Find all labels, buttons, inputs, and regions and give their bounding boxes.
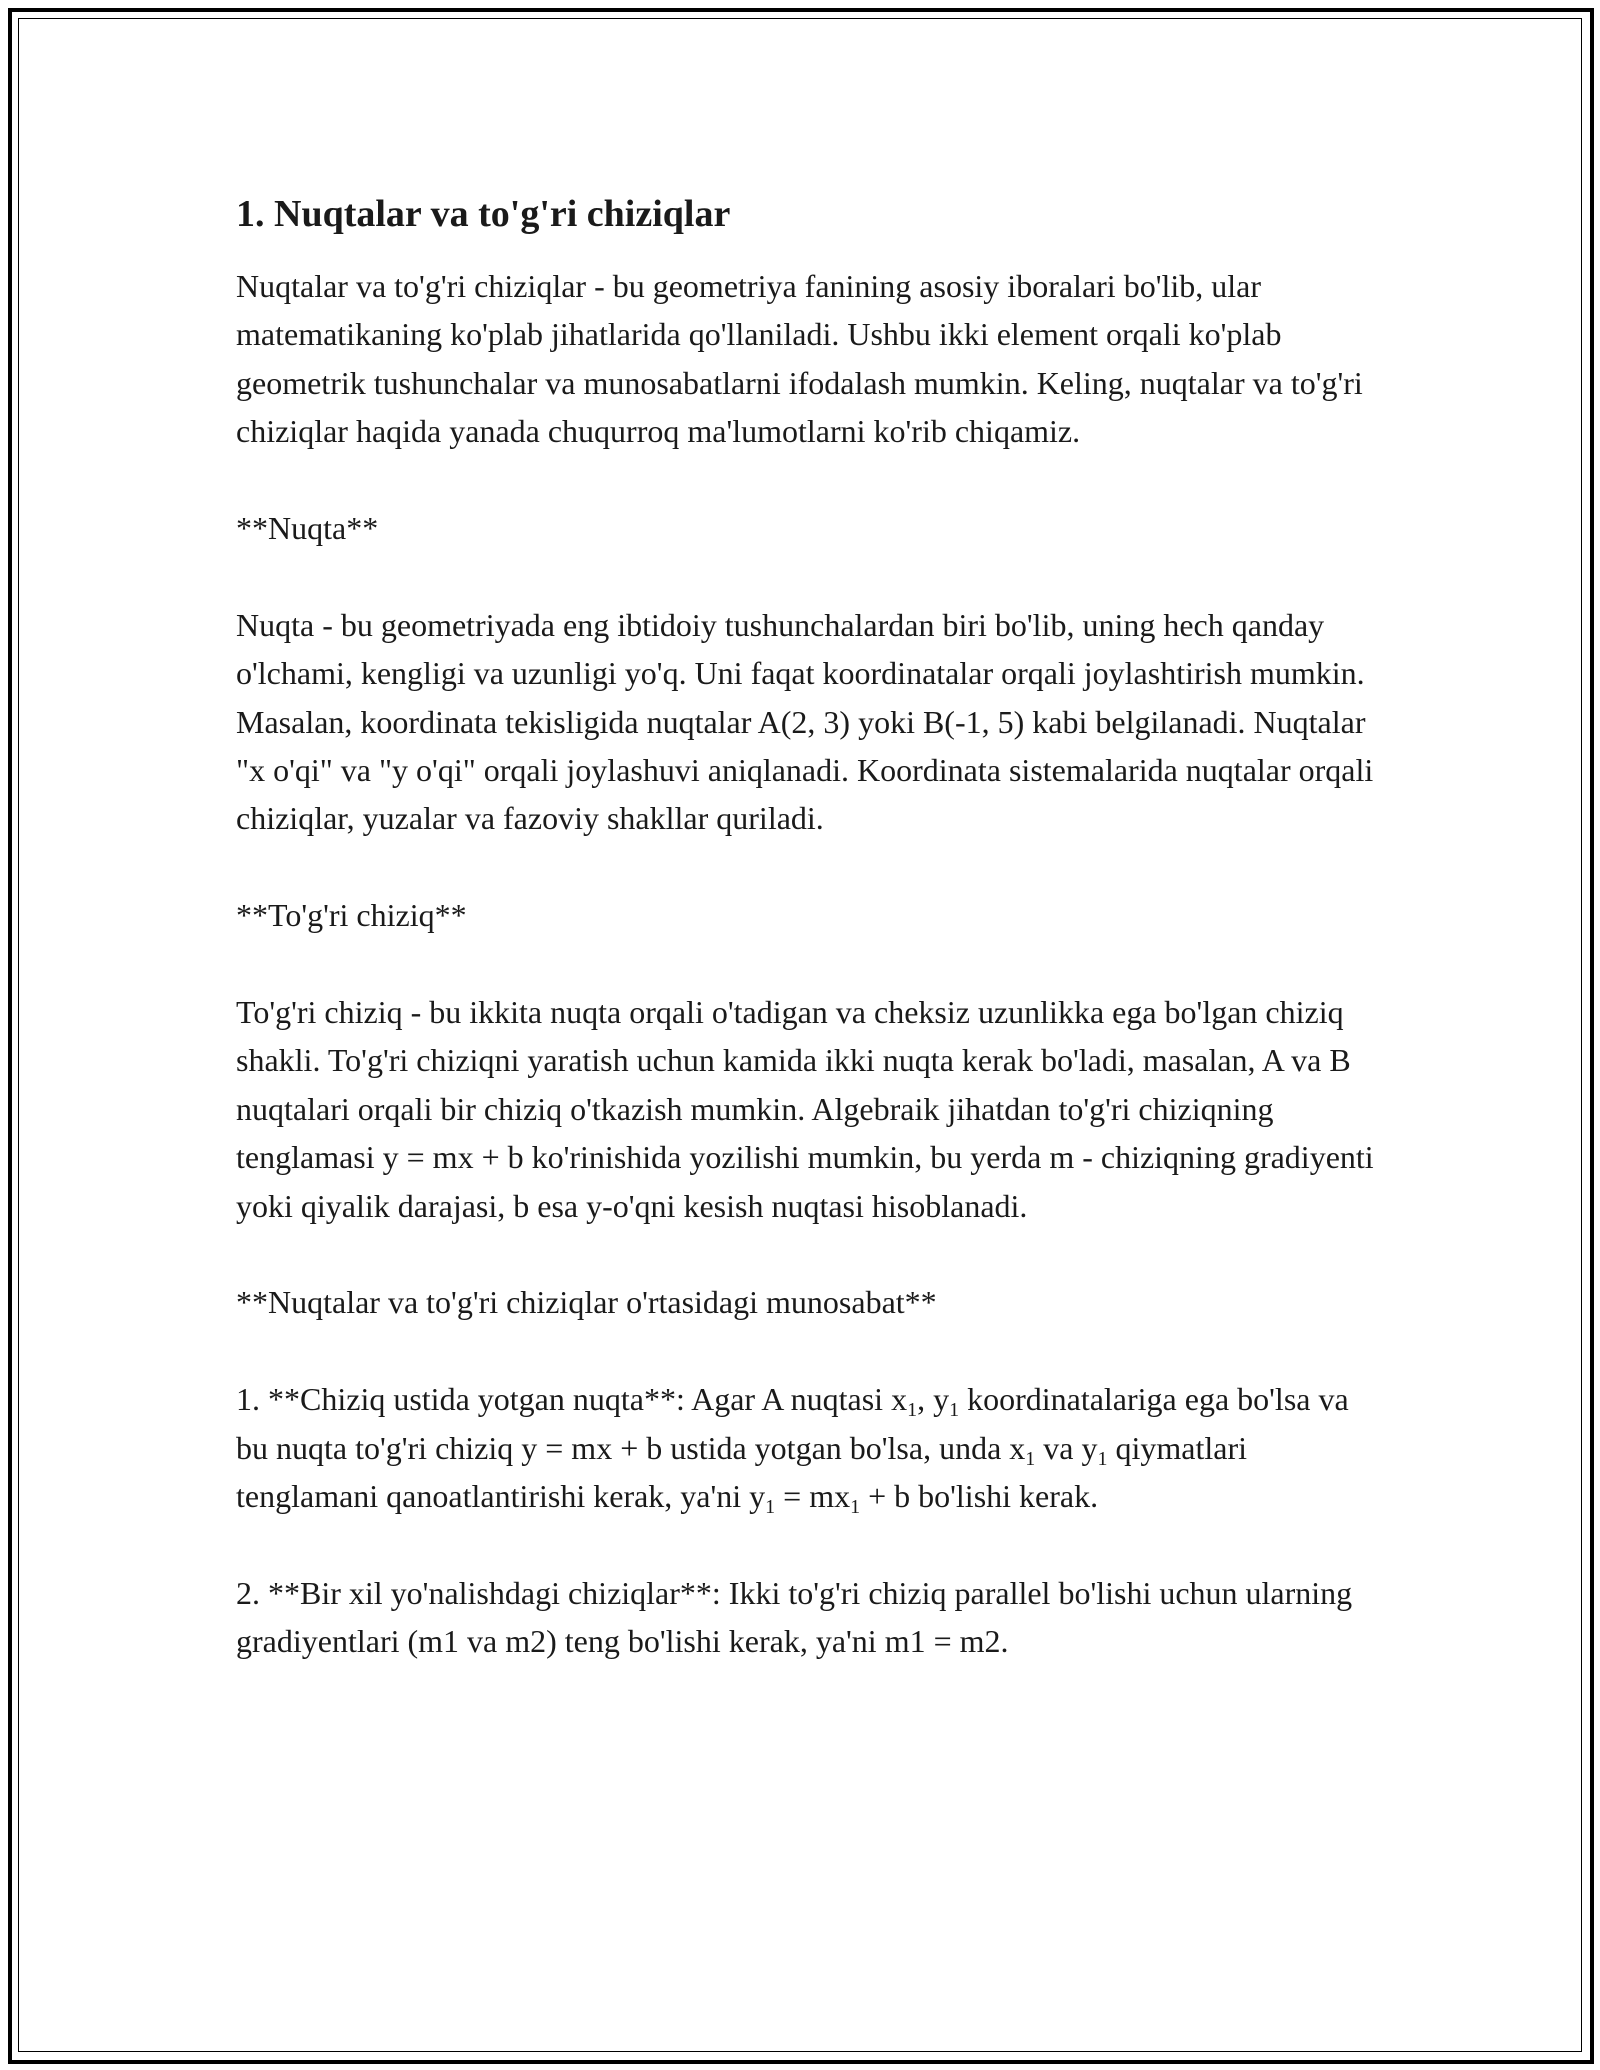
subscript: 1 bbox=[765, 1496, 776, 1519]
nuqta-heading: **Nuqta** bbox=[236, 510, 379, 547]
subscript: 1 bbox=[1097, 1447, 1108, 1470]
chiziq-paragraph: To'g'ri chiziq - bu ikkita nuqta orqali o'tadigan va cheksiz uzunlikka ega bo'lgan chiziq shakli. To'g'ri chiziqni yaratish uchun kamida ikki nuqta kerak bo'ladi, masalan, A va B nuqtalari orqali bir chiziq o'tkazish mumkin. Algebraik jihatdan to'g'ri chiziqning tenglamasi y = mx + b ko'rinishida yozilishi mumkin, bu yerda m - chiziqning gradiyenti yoki qiyalik darajasi, b esa y-o'qni kesish nuqtasi hisoblanadi. bbox=[236, 994, 1374, 1224]
list-item-1-text: qiymatlari tenglamani qanoatlantirishi kerak, ya'ni y bbox=[236, 1429, 1247, 1515]
chiziq-heading: **To'g'ri chiziq** bbox=[236, 897, 467, 934]
subscript: 1 bbox=[907, 1399, 918, 1422]
document-text bbox=[236, 262, 1376, 1666]
list-item-1-text: va y bbox=[1035, 1429, 1098, 1466]
list-item-2: 2. **Bir xil yo'nalishdagi chiziqlar**: Ikki to'g'ri chiziq parallel bo'lishi uchun ularning gradiyentlari (m1 va m2) teng bo'lishi kerak, ya'ni m1 = m2. bbox=[236, 1574, 1353, 1660]
intro-paragraph: Nuqtalar va to'g'ri chiziqlar - bu geometriya fanining asosiy iboralari bo'lib, ular matematikaning ko'plab jihatlarida qo'llaniladi. Ushbu ikki element orqali ko'plab geometrik tushunchalar va munosabatlarni ifodalash mumkin. Keling, nuqtalar va to'g'ri chiziqlar haqida yanada chuqurroq ma'lumotlarni ko'rib chiqamiz. bbox=[236, 268, 1363, 450]
list-item-1-text: 1. **Chiziq ustida yotgan nuqta**: Agar A nuqtasi x bbox=[236, 1381, 908, 1418]
list-item-1-text: , y bbox=[917, 1381, 950, 1418]
list-item-1 bbox=[236, 1375, 1376, 1520]
document-body bbox=[236, 188, 1376, 1666]
list-item-1-text: + b bo'lishi kerak. bbox=[860, 1478, 1099, 1515]
list-item-1-text: = mx bbox=[775, 1478, 851, 1515]
list-item-1-text: koordinatalariga ega bo'lsa va bu nuqta to'g'ri chiziq y = mx + b ustida yotgan bo'lsa, unda x bbox=[236, 1381, 1349, 1466]
nuqta-paragraph: Nuqta - bu geometriyada eng ibtidoiy tushunchalardan biri bo'lib, uning hech qanday o'lchami, kengligi va uzunligi yo'q. Uni faqat koordinatalar orqali joylashtirish mumkin. Masalan, koordinata tekisligida nuqtalar A(2, 3) yoki B(-1, 5) kabi belgilanadi. Nuqtalar "x o'qi" va "y o'qi" orqali joylashuvi aniqlanadi. Koordinata sistemalarida nuqtalar orqali chiziqlar, yuzalar va fazoviy shakllar quriladi. bbox=[236, 606, 1374, 837]
subscript: 1 bbox=[1025, 1447, 1036, 1470]
subscript: 1 bbox=[949, 1399, 960, 1422]
subscript: 1 bbox=[850, 1496, 861, 1519]
munosabat-heading: **Nuqtalar va to'g'ri chiziqlar o'rtasidagi munosabat** bbox=[236, 1284, 937, 1321]
page-title: 1. Nuqtalar va to'g'ri chiziqlar bbox=[236, 193, 731, 235]
